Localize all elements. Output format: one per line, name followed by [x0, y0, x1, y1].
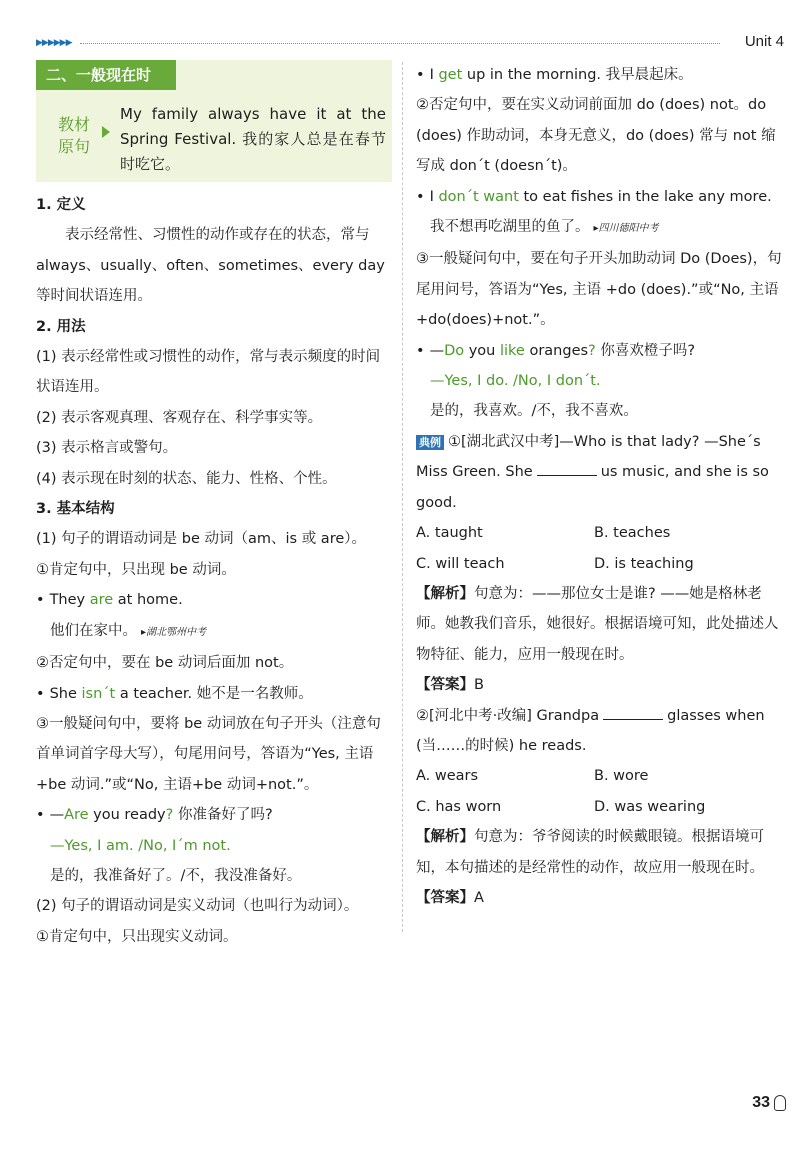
option: D. was wearing	[594, 798, 706, 815]
highlight-text: like	[499, 342, 525, 359]
example-sentence	[36, 585, 392, 615]
highlight-text: don´t want	[438, 188, 519, 205]
page-header	[36, 33, 784, 54]
explanation-text: B	[474, 677, 484, 694]
highlight-text: Do	[444, 342, 465, 359]
answer-blank	[603, 703, 663, 720]
text-span: —	[429, 342, 445, 359]
source-tag: ▸湖北鄂州中考	[141, 626, 207, 638]
paragraph: ①肯定句中，只出现实义动词。	[36, 928, 238, 945]
paragraph: (1) 句子的谓语动词是 be 动词（am、is 或 are）。	[36, 531, 367, 548]
label: 【解析】	[416, 829, 474, 846]
label: 【答案】	[416, 677, 474, 694]
highlight-text: Are	[64, 807, 89, 824]
right-column	[416, 60, 784, 913]
highlight-text: get	[438, 67, 463, 83]
text-span: I	[429, 67, 439, 83]
question-text: glasses when (当……的时候) he reads.	[416, 707, 765, 754]
exercise-question	[416, 427, 784, 518]
text-span: oranges	[524, 342, 589, 359]
text-span: 我不想再吃湖里的鱼了。	[430, 219, 590, 236]
example-sentence	[36, 679, 392, 709]
text-span: 你喜欢橙子吗?	[595, 342, 696, 359]
label: 【解析】	[416, 585, 474, 602]
column-divider	[402, 62, 403, 932]
exercise-question	[416, 701, 784, 762]
answer-options	[416, 792, 784, 822]
paragraph: ①肯定句中，只出现 be 动词。	[36, 561, 236, 578]
example-line	[36, 861, 392, 891]
textbook-sentence-box	[36, 60, 392, 182]
paragraph: ②否定句中，要在 be 动词后面加 not。	[36, 655, 294, 672]
text-span: 是的，我喜欢。/不，我不喜欢。	[430, 403, 638, 420]
section-heading: 2. 用法	[36, 318, 86, 335]
text-span: —	[49, 807, 65, 824]
paragraph: ②否定句中，要在实义动词前面加 do (does) not。do (does) 作助动词，本身无意义，do (does) 常与 not 缩写成 don´t (doesn´t)。	[416, 97, 776, 175]
paragraph: (1) 表示经常性或习惯性的动作，常与表示频度的时间状语连用。	[36, 349, 381, 396]
example-sentence	[416, 182, 784, 212]
text-span: you ready	[88, 807, 166, 824]
paragraph: 表示经常性、习惯性的动作或存在的状态，常与 always、usually、often、sometimes、every day 等时间状语连用。	[36, 227, 385, 305]
example-sentence	[416, 60, 784, 90]
example-tag: 典例	[416, 435, 444, 450]
label: 【答案】	[416, 889, 474, 906]
answer-options	[416, 549, 784, 579]
example-line	[416, 366, 784, 396]
box-sentence: My family always have it at the Spring Festival. 我的家人总是在春节时吃它。	[120, 105, 386, 173]
paragraph: (2) 表示客观真理、客观存在、科学事实等。	[36, 409, 323, 426]
option: C. has worn	[416, 798, 502, 815]
text-span: up in the morning. 我早晨起床。	[462, 67, 693, 83]
highlight-text: ?	[165, 807, 174, 824]
text-span: They	[49, 592, 90, 609]
text-span: She	[49, 685, 82, 702]
question-text: us music, and she is so good.	[416, 464, 769, 511]
highlight-text: isn´t	[81, 685, 116, 702]
header-dotted-line	[80, 43, 720, 44]
text-span: you	[464, 342, 500, 359]
paragraph: ③一般疑问句中，要在句子开头加助动词 Do (Does)，句尾用问号，答语为“Yes, 主语 +do (does).”或“No, 主语+do(does)+not.”。	[416, 251, 782, 329]
question-text: ②[河北中考·改编] Grandpa	[416, 707, 600, 724]
option: A. taught	[416, 525, 483, 542]
option: C. will teach	[416, 555, 505, 572]
explanation-text: 句意为：爷爷阅读的时候戴眼镜。根据语境可知，本句描述的是经常性的动作，故应用一般现在时。	[416, 829, 764, 876]
option: B. teaches	[594, 525, 671, 542]
highlight-text: are	[89, 592, 114, 609]
text-span: I	[429, 188, 439, 205]
text-span: at home.	[113, 592, 183, 609]
paragraph: (4) 表示现在时刻的状态、能力、性格、个性。	[36, 470, 337, 487]
source-tag: ▸四川德阳中考	[593, 223, 659, 235]
answer-explanation	[416, 579, 784, 670]
answer-explanation	[416, 822, 784, 883]
text-span: 他们在家中。	[50, 622, 137, 639]
example-line	[416, 396, 784, 426]
text-span: 你准备好了吗?	[173, 807, 273, 824]
paragraph: (3) 表示格言或警句。	[36, 440, 178, 457]
box-label: 教材原句	[57, 115, 90, 156]
lightbulb-icon	[774, 1095, 786, 1111]
example-line	[416, 212, 784, 244]
text-span: 是的，我准备好了。/不，我没准备好。	[50, 867, 302, 884]
highlight-text: —Yes, I do. /No, I don´t.	[430, 373, 601, 390]
question-text: ①[湖北武汉中考]—Who is that lady? —She´s Miss Green. She	[416, 433, 761, 481]
highlight-text: ?	[588, 342, 596, 359]
answer-options	[416, 518, 784, 548]
example-sentence	[416, 336, 784, 366]
explanation-text: A	[474, 889, 484, 906]
option: A. wears	[416, 768, 479, 785]
highlight-text: —Yes, I am. /No, I´m not.	[50, 837, 231, 854]
example-line	[36, 831, 392, 861]
page-number: 33	[752, 1094, 786, 1112]
section-title: 二、一般现在时	[36, 60, 176, 90]
option: D. is teaching	[594, 555, 694, 572]
section-heading: 3. 基本结构	[36, 501, 115, 518]
answer-explanation	[416, 670, 784, 700]
section-heading: 1. 定义	[36, 197, 86, 213]
explanation-text: 句意为：——那位女士是谁? ——她是格林老师。她教我们音乐，她很好。根据语境可知，此处描述人物特征、能力，应用一般现在时。	[416, 585, 779, 663]
answer-explanation	[416, 883, 784, 913]
text-span: to eat fishes in the lake any more.	[518, 188, 772, 205]
arrow-decoration-icon: ▶▶▶▶▶▶	[36, 38, 72, 48]
answer-blank	[537, 459, 597, 476]
example-line	[36, 616, 392, 648]
paragraph: ③一般疑问句中，要将 be 动词放在句子开头（注意句首单词首字母大写），句尾用问号，答语为“Yes, 主语+be 动词.”或“No, 主语+be 动词+not.”。	[36, 715, 381, 793]
option: B. wore	[594, 768, 649, 785]
text-span: a teacher. 她不是一名教师。	[115, 685, 313, 702]
paragraph: (2) 句子的谓语动词是实义动词（也叫行为动词）。	[36, 898, 359, 915]
unit-label: Unit 4	[744, 33, 784, 50]
triangle-pointer-icon	[102, 126, 110, 138]
left-column	[36, 60, 392, 952]
answer-options	[416, 761, 784, 791]
example-sentence	[36, 800, 392, 830]
